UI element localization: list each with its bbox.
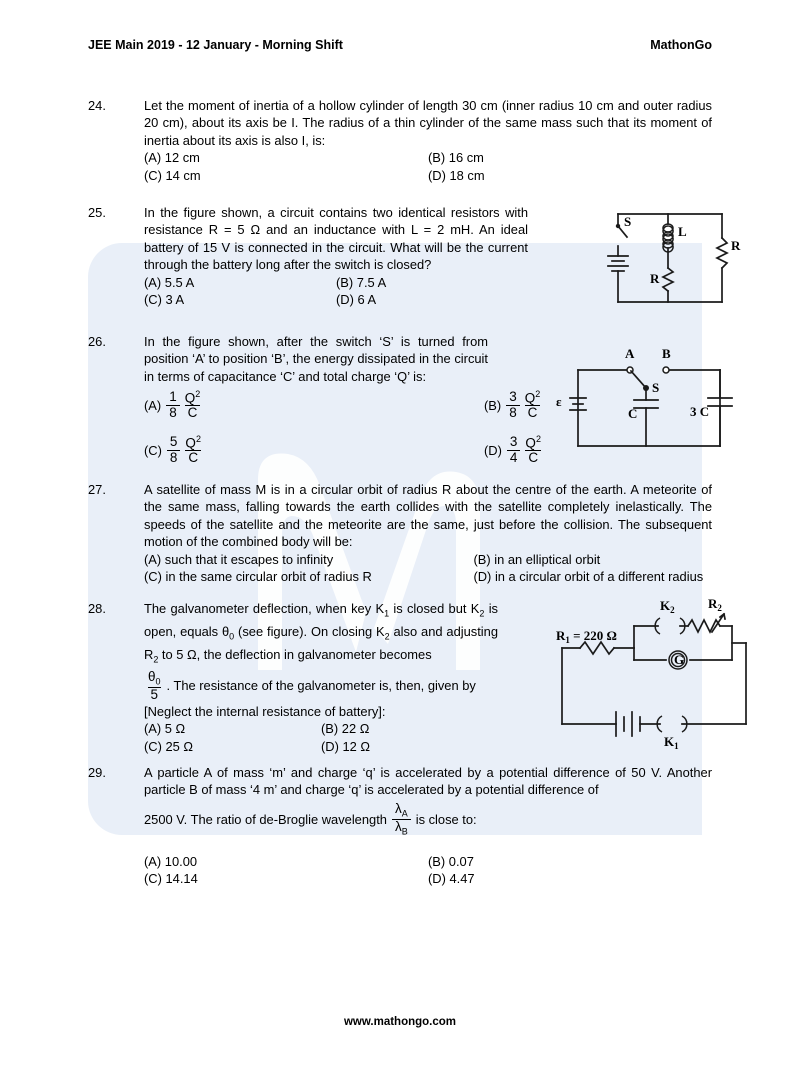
- option-text: 12 cm: [164, 150, 200, 166]
- question-stem: Let the moment of inertia of a hollow cylinder of length 30 cm (inner radius 10 cm and outer radius 20 cm), about its axis be I. The radius of a thin cylinder of the same mass such that its moment of inertia about its axis is also I, is:: [144, 98, 712, 148]
- option-text: in the same circular orbit of radius R: [165, 569, 372, 585]
- option-d[interactable]: [428, 870, 712, 887]
- option-label: (D): [428, 167, 446, 183]
- question-number: 24.: [88, 98, 106, 113]
- question-number: 27.: [88, 482, 106, 497]
- option-d[interactable]: [428, 167, 712, 184]
- option-label: (D): [484, 442, 502, 458]
- question-stem: A satellite of mass M is in a circular orbit of radius R about the centre of the earth. A meteorite of the same mass, falling towards the earth collides with the satellite completely inelastically. The speeds of the satellite and the meteorite are the same, just before the collision. The subsequent motion of the combined body will be:: [144, 482, 712, 550]
- options-list: [144, 551, 712, 586]
- svg-text:K1: $K_1$: [664, 734, 679, 751]
- option-c[interactable]: [144, 431, 484, 469]
- question-24: [88, 97, 712, 184]
- quantity-fraction: $\frac{Q^2}{C}$: [185, 433, 201, 466]
- option-text: in a circular orbit of a different radius: [494, 569, 704, 585]
- svg-text:B: B: [662, 346, 671, 361]
- option-label: (B): [336, 274, 354, 290]
- option-text: 5.5 A: [164, 274, 195, 290]
- option-text: 14 cm: [165, 167, 201, 183]
- option-text: 5 Ω: [164, 721, 186, 737]
- question-number: 29.: [88, 765, 106, 780]
- option-label: (D): [336, 292, 354, 308]
- stem-segment: is close to:: [415, 812, 477, 828]
- option-c[interactable]: [144, 167, 428, 184]
- option-text: 12 Ω: [342, 738, 371, 754]
- option-label: (A): [144, 853, 162, 869]
- option-text: such that it escapes to infinity: [164, 551, 334, 567]
- option-b[interactable]: [484, 386, 544, 424]
- option-label: (A): [144, 397, 162, 413]
- option-text: 3 A: [165, 292, 185, 308]
- question-number: 25.: [88, 205, 106, 220]
- brand-label: MathonGo: [650, 38, 712, 52]
- option-label: (B): [428, 853, 446, 869]
- svg-text:R: R: [650, 271, 660, 286]
- option-label: (A): [144, 274, 162, 290]
- page-footer: [0, 1016, 800, 1028]
- subscript: 0: [229, 631, 235, 642]
- stem-segment: also and adjusting R: [144, 623, 498, 662]
- stem-segment: (see figure). On closing K: [234, 623, 385, 639]
- subscript: 1: [384, 608, 390, 619]
- options-list: [144, 720, 498, 755]
- page-header: [88, 38, 712, 52]
- svg-text:L: L: [678, 224, 687, 239]
- subscript: 2: [153, 654, 159, 665]
- option-label: (D): [321, 738, 339, 754]
- option-d[interactable]: [321, 738, 498, 755]
- quantity-fraction: $\frac{Q^2}{C}$: [524, 388, 541, 421]
- r1-label: R: [556, 628, 566, 643]
- svg-text:K2: $K_2$: [660, 598, 675, 615]
- stem-segment: 2500 V. The ratio of de-Broglie wavelength: [144, 812, 387, 828]
- svg-text:C: C: [628, 406, 638, 421]
- option-d[interactable]: [336, 291, 528, 308]
- option-label: (D): [428, 871, 446, 887]
- question-stem: In the figure shown, after the switch ‘S’ is turned from position ‘A’ to position ‘B’, the energy dissipated in the circuit in terms of capacitance ‘C’ and total charge ‘Q’ is:: [144, 334, 488, 384]
- option-text: 0.07: [448, 853, 474, 869]
- option-text: 25 Ω: [165, 738, 194, 754]
- theta-fraction: $\frac{\theta_0}{5}$: [148, 668, 161, 702]
- coefficient-fraction: $\frac{3}{4}$: [507, 435, 521, 464]
- coefficient-fraction: $\frac{5}{8}$: [167, 435, 181, 464]
- option-b[interactable]: [473, 551, 712, 568]
- option-label: (C): [144, 871, 162, 887]
- option-text: 14.14: [165, 871, 198, 887]
- option-a[interactable]: [144, 386, 484, 424]
- options-list: [144, 149, 712, 184]
- stem-segment: . The resistance of the galvanometer is, then, given by: [166, 678, 476, 694]
- stem-segment: The galvanometer deflection, when key K: [144, 601, 385, 616]
- svg-text:A: A: [625, 346, 635, 361]
- option-text: 7.5 A: [356, 274, 387, 290]
- option-label: (C): [144, 442, 162, 458]
- subscript: 2: [479, 608, 485, 619]
- option-label: (B): [428, 150, 446, 166]
- question-stem: [144, 600, 498, 669]
- svg-text:S: S: [652, 380, 660, 395]
- option-a[interactable]: [144, 720, 321, 737]
- svg-text:R2: $R_2$: [708, 596, 722, 613]
- option-c[interactable]: [144, 738, 321, 755]
- svg-text:R1 = 220 Ω: $R_1 = 220$ Ω: [556, 628, 617, 645]
- rl-circuit-diagram: [600, 200, 740, 312]
- option-label: (A): [144, 551, 162, 567]
- option-label: (C): [144, 292, 162, 308]
- galvanometer-circuit-diagram: [556, 596, 756, 751]
- options-list: [144, 853, 712, 888]
- coefficient-fraction: $\frac{3}{8}$: [506, 390, 520, 419]
- svg-text:3 C: 3 C: [690, 404, 710, 419]
- option-d[interactable]: [473, 568, 712, 585]
- option-label: (C): [144, 167, 162, 183]
- option-label: (D): [473, 569, 492, 585]
- option-b[interactable]: [428, 149, 712, 166]
- stem-note: [Neglect the internal resistance of battery]:: [144, 703, 386, 719]
- svg-text:R: R: [731, 238, 741, 253]
- coefficient-fraction: $\frac{1}{8}$: [166, 390, 180, 419]
- question-stem: A particle A of mass ‘m’ and charge ‘q’ is accelerated by a potential difference of 50 V. Another particle B of mass ‘4 m’ and charge ‘q’ is accelerated by a potential difference of: [144, 765, 712, 798]
- question-28: [88, 600, 498, 755]
- option-a[interactable]: [144, 853, 428, 870]
- option-a[interactable]: [144, 551, 473, 568]
- option-b[interactable]: [428, 853, 712, 870]
- question-29: [88, 764, 712, 888]
- option-text: in an elliptical orbit: [494, 551, 601, 567]
- option-text: 16 cm: [448, 150, 484, 166]
- option-b[interactable]: [321, 720, 498, 737]
- capacitor-switch-diagram: [556, 340, 738, 458]
- options-list: [144, 274, 528, 309]
- exam-title: JEE Main 2019 - 12 January - Morning Shift: [88, 38, 343, 52]
- option-text: 22 Ω: [341, 721, 370, 737]
- question-stem: In the figure shown, a circuit contains two identical resistors with resistance R = 5 Ω and an inductance with L = 2 mH. An ideal battery of 15 V is connected in the circuit. What will be the current through the battery long after the switch is closed?: [144, 205, 528, 273]
- question-25: [88, 204, 528, 308]
- option-label: (A): [144, 721, 162, 737]
- option-label: (C): [144, 569, 162, 585]
- wavelength-ratio-fraction: $\frac{\lambda_A}{\lambda_B}$: [392, 802, 411, 837]
- subscript: 2: [384, 631, 390, 642]
- quantity-fraction: $\frac{Q^2}{C}$: [525, 433, 541, 466]
- footer-site: www.mathongo.com: [343, 1016, 457, 1028]
- stem-segment: is open, equals θ: [144, 601, 498, 639]
- option-label: (C): [144, 738, 162, 754]
- stem-segment: to 5 Ω, the deflection in galvanometer becomes: [158, 646, 432, 662]
- option-label: (B): [484, 397, 502, 413]
- option-c[interactable]: [144, 291, 336, 308]
- question-number: 28.: [88, 601, 106, 616]
- option-label: (A): [144, 150, 162, 166]
- option-b[interactable]: [336, 274, 528, 291]
- option-text: 6 A: [357, 292, 377, 308]
- quantity-fraction: $\frac{Q^2}{C}$: [184, 388, 201, 421]
- question-27: [88, 481, 712, 585]
- option-label: (B): [321, 721, 339, 737]
- theta-fraction-line: [144, 669, 498, 703]
- option-text: 4.47: [449, 871, 475, 887]
- option-c[interactable]: [144, 568, 473, 585]
- option-text: 18 cm: [449, 167, 485, 183]
- stem-segment: is closed but K: [389, 601, 480, 616]
- svg-text:G: G: [674, 652, 685, 667]
- svg-text:ε: ε: [556, 394, 562, 409]
- svg-text:S: S: [624, 214, 632, 229]
- option-a[interactable]: [144, 274, 336, 291]
- question-number: 26.: [88, 334, 106, 349]
- option-d[interactable]: [484, 431, 545, 469]
- option-c[interactable]: [144, 870, 428, 887]
- option-text: 10.00: [164, 853, 198, 869]
- option-a[interactable]: [144, 149, 428, 166]
- question-26: [88, 333, 488, 385]
- option-label: (B): [473, 551, 491, 567]
- ratio-line: [144, 799, 712, 841]
